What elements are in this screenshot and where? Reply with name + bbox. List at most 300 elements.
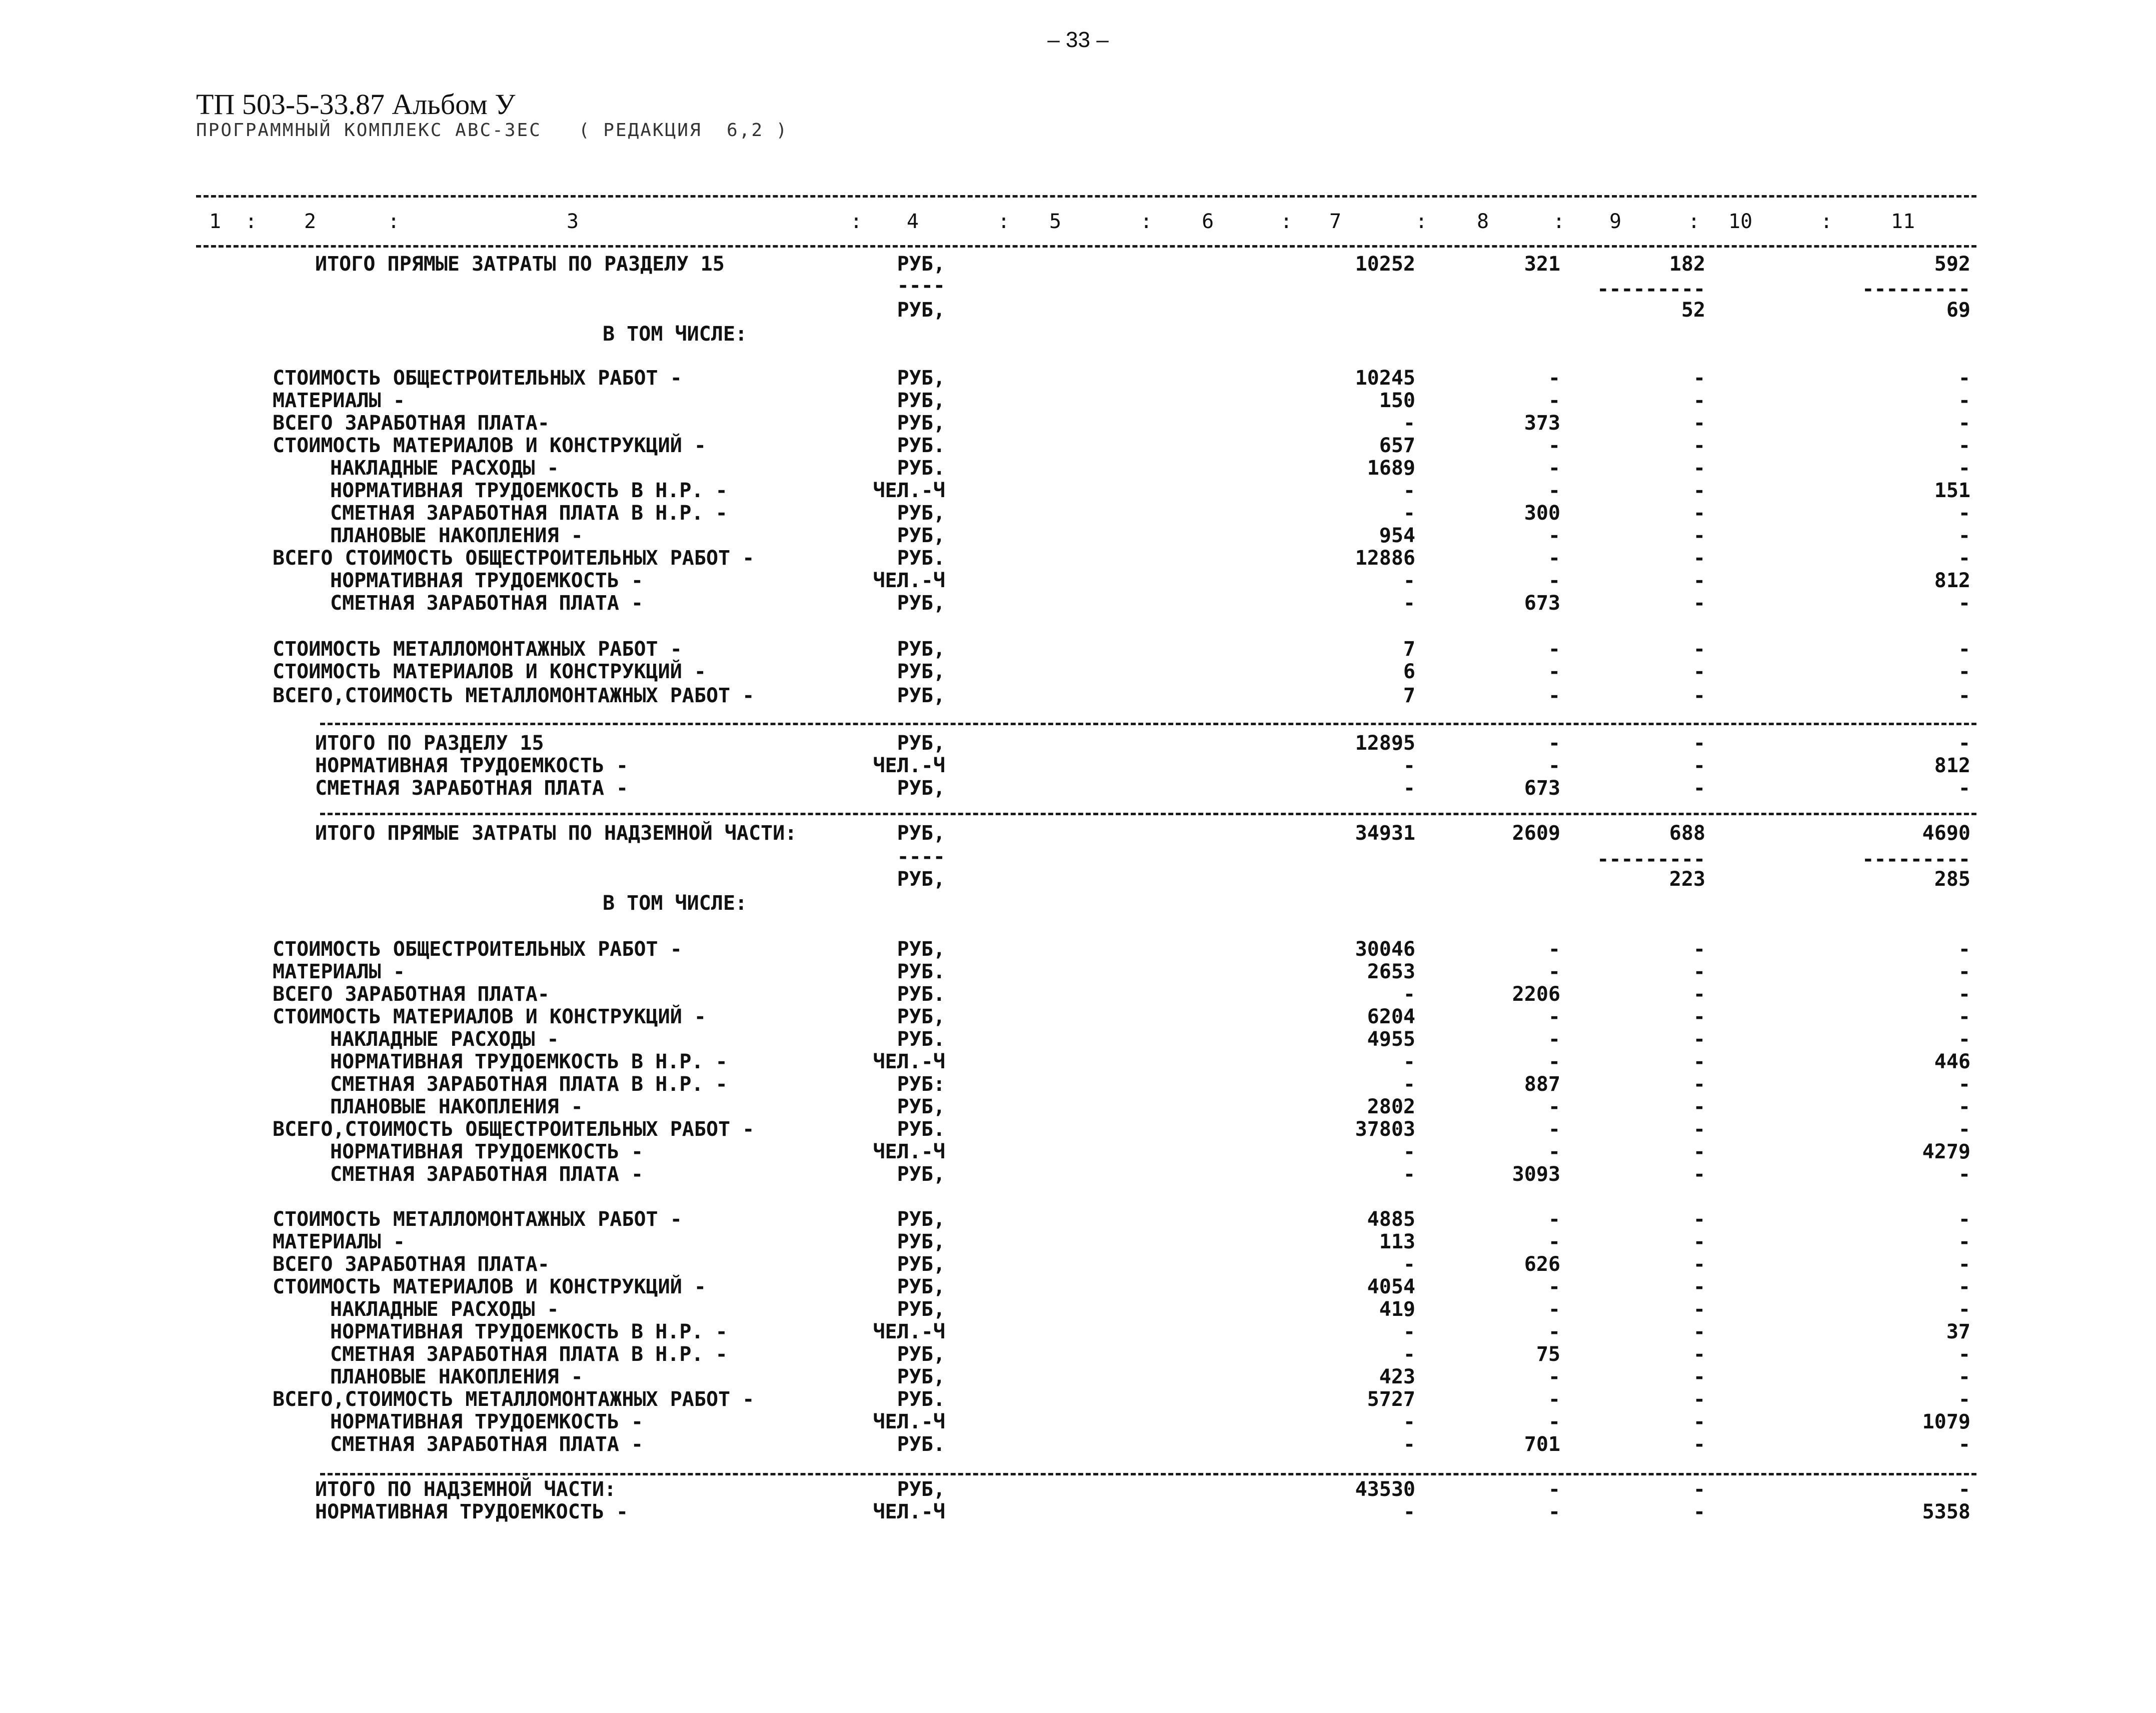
cell-col-8: 75 — [1536, 1343, 1560, 1366]
cell-col-11: - — [1958, 367, 1970, 390]
cell-col-11: - — [1958, 960, 1970, 983]
column-separator: : — [1415, 210, 1428, 233]
row-label: ИТОГО ПО НАДЗЕМНОЙ ЧАСТИ: — [315, 1478, 617, 1501]
section-rule — [320, 1473, 1976, 1475]
cell-col-7: - — [1403, 1163, 1415, 1186]
cell-col-7: - — [1403, 1500, 1415, 1523]
row-unit: РУБ, — [897, 1163, 945, 1186]
cell-col-9: - — [1693, 479, 1705, 502]
cell-col-7: - — [1403, 502, 1415, 525]
cell-col-9: - — [1693, 502, 1705, 525]
cell-col-9: - — [1693, 1095, 1705, 1118]
row-label: ВСЕГО ЗАРАБОТНАЯ ПЛАТА- — [273, 1253, 550, 1276]
row-label: ВСЕГО ЗАРАБОТНАЯ ПЛАТА- — [273, 412, 550, 435]
row-label: НОРМАТИВНАЯ ТРУДОЕМКОСТЬ - — [315, 1500, 629, 1523]
cell-col-9: - — [1693, 1073, 1705, 1096]
cell-col-11: 151 — [1934, 479, 1970, 502]
cell-col-7: - — [1403, 1320, 1415, 1343]
cell-col-11: 1079 — [1922, 1410, 1970, 1433]
row-label: НОРМАТИВНАЯ ТРУДОЕМКОСТЬ - — [330, 569, 644, 592]
row-label: В ТОМ ЧИСЛЕ: — [603, 323, 747, 346]
section-rule — [320, 723, 1976, 725]
row-label: ИТОГО ПО РАЗДЕЛУ 15 — [315, 732, 544, 755]
cell-col-11: - — [1958, 1388, 1970, 1411]
row-unit: ЧЕЛ.-Ч — [873, 1050, 945, 1073]
cell-col-9: - — [1693, 1230, 1705, 1253]
cell-col-11: 592 — [1934, 253, 1970, 276]
column-number-7: 7 — [1329, 210, 1342, 233]
column-number-10: 10 — [1728, 210, 1753, 233]
cell-col-11: 4690 — [1922, 822, 1970, 845]
table-header-rule — [196, 245, 1976, 248]
cell-col-11: - — [1958, 389, 1970, 412]
cell-col-9: - — [1693, 660, 1705, 683]
cell-col-8: - — [1548, 1028, 1560, 1051]
cell-col-7: 6204 — [1367, 1005, 1415, 1028]
cell-col-9: - — [1693, 1140, 1705, 1163]
row-unit: РУБ, — [897, 638, 945, 661]
cell-col-11: - — [1958, 684, 1970, 707]
cell-col-8: - — [1548, 1140, 1560, 1163]
row-label: НОРМАТИВНАЯ ТРУДОЕМКОСТЬ В Н.Р. - — [330, 1050, 728, 1073]
cell-col-9: 52 — [1681, 299, 1705, 322]
cell-col-9: - — [1693, 1163, 1705, 1186]
row-unit: ЧЕЛ.-Ч — [873, 1320, 945, 1343]
row-label: СМЕТНАЯ ЗАРАБОТНАЯ ПЛАТА В Н.Р. - — [330, 1073, 728, 1096]
cell-col-7: 2802 — [1367, 1095, 1415, 1118]
unit-underline: ---- — [897, 274, 945, 297]
row-unit: РУБ. — [897, 1433, 945, 1456]
cell-col-11: - — [1958, 983, 1970, 1006]
cell-col-8: 3093 — [1512, 1163, 1560, 1186]
cell-col-7: 7 — [1403, 638, 1415, 661]
column-number-11: 11 — [1890, 210, 1915, 233]
cell-col-11: - — [1958, 1365, 1970, 1388]
cell-col-9: - — [1693, 638, 1705, 661]
row-label: МАТЕРИАЛЫ - — [273, 960, 405, 983]
row-unit: РУБ. — [897, 547, 945, 570]
cell-col-11: 285 — [1934, 868, 1970, 891]
table-top-rule — [196, 195, 1976, 198]
cell-col-7: - — [1403, 777, 1415, 800]
row-unit: РУБ, — [897, 1275, 945, 1298]
cell-col-7: 2653 — [1367, 960, 1415, 983]
cell-col-8: 2609 — [1512, 822, 1560, 845]
row-label: СМЕТНАЯ ЗАРАБОТНАЯ ПЛАТА - — [330, 1433, 644, 1456]
cell-col-9: - — [1693, 1028, 1705, 1051]
cell-col-11: - — [1958, 1298, 1970, 1321]
cell-col-9: - — [1693, 412, 1705, 435]
column-separator: : — [998, 210, 1010, 233]
row-label: НОРМАТИВНАЯ ТРУДОЕМКОСТЬ В Н.Р. - — [330, 479, 728, 502]
cell-col-8: - — [1548, 434, 1560, 457]
cell-col-7: 1689 — [1367, 457, 1415, 480]
row-unit: ЧЕЛ.-Ч — [873, 1140, 945, 1163]
cell-col-9: - — [1693, 457, 1705, 480]
row-unit: ЧЕЛ.-Ч — [873, 479, 945, 502]
column-number-4: 4 — [906, 210, 919, 233]
cell-col-7: 43530 — [1355, 1478, 1415, 1501]
cell-col-11: 812 — [1934, 754, 1970, 777]
cell-col-8: 887 — [1524, 1073, 1560, 1096]
cell-col-7: 12895 — [1355, 732, 1415, 755]
cell-col-11: - — [1958, 592, 1970, 615]
cell-col-7: 150 — [1379, 389, 1415, 412]
cell-col-8: 373 — [1524, 412, 1560, 435]
cell-col-7: - — [1403, 983, 1415, 1006]
row-unit: РУБ, — [897, 1208, 945, 1231]
row-unit: РУБ, — [897, 732, 945, 755]
cell-col-7: 423 — [1379, 1365, 1415, 1388]
cell-col-7: - — [1403, 592, 1415, 615]
cell-col-7: 34931 — [1355, 822, 1415, 845]
cell-col-11: - — [1958, 1163, 1970, 1186]
row-unit: ЧЕЛ.-Ч — [873, 569, 945, 592]
cell-col-7: 7 — [1403, 684, 1415, 707]
column-number-5: 5 — [1049, 210, 1062, 233]
cell-col-9: - — [1693, 592, 1705, 615]
cell-col-11: - — [1958, 457, 1970, 480]
cell-col-8: 300 — [1524, 502, 1560, 525]
row-label: ПЛАНОВЫЕ НАКОПЛЕНИЯ - — [330, 524, 583, 547]
row-label: НОРМАТИВНАЯ ТРУДОЕМКОСТЬ - — [330, 1410, 644, 1433]
cell-col-9: - — [1693, 1388, 1705, 1411]
row-unit: ЧЕЛ.-Ч — [873, 754, 945, 777]
cell-col-8: 701 — [1524, 1433, 1560, 1456]
row-unit: РУБ, — [897, 1230, 945, 1253]
cell-col-9: - — [1693, 754, 1705, 777]
row-label: СТОИМОСТЬ МАТЕРИАЛОВ И КОНСТРУКЦИЙ - — [273, 434, 706, 457]
cell-col-9: - — [1693, 732, 1705, 755]
column-separator: : — [850, 210, 863, 233]
cell-col-7: 4885 — [1367, 1208, 1415, 1231]
cell-col-11: - — [1958, 434, 1970, 457]
row-label: СМЕТНАЯ ЗАРАБОТНАЯ ПЛАТА В Н.Р. - — [330, 1343, 728, 1366]
cell-col-8: - — [1548, 960, 1560, 983]
cell-col-11: 69 — [1946, 299, 1970, 322]
cell-col-11: - — [1958, 777, 1970, 800]
row-label: ВСЕГО,СТОИМОСТЬ ОБЩЕСТРОИТЕЛЬНЫХ РАБОТ - — [273, 1118, 755, 1141]
row-label: ИТОГО ПРЯМЫЕ ЗАТРАТЫ ПО РАЗДЕЛУ 15 — [315, 253, 725, 276]
cell-col-7: 4955 — [1367, 1028, 1415, 1051]
cell-col-11: - — [1958, 1275, 1970, 1298]
cell-col-8: - — [1548, 638, 1560, 661]
cell-col-11: - — [1958, 524, 1970, 547]
cell-col-9: - — [1693, 1253, 1705, 1276]
row-unit: РУБ, — [897, 592, 945, 615]
row-unit: РУБ, — [897, 868, 945, 891]
cell-col-8: - — [1548, 1365, 1560, 1388]
unit-underline: ---- — [897, 845, 945, 868]
cell-col-8: - — [1548, 1005, 1560, 1028]
column-number-3: 3 — [566, 210, 579, 233]
cell-col-8: - — [1548, 1118, 1560, 1141]
row-unit: РУБ, — [897, 684, 945, 707]
cell-col-7: - — [1403, 1050, 1415, 1073]
cell-col-8: 321 — [1524, 253, 1560, 276]
cell-col-11: - — [1958, 938, 1970, 961]
cell-col-8: - — [1548, 754, 1560, 777]
column-separator: : — [1820, 210, 1833, 233]
cell-col-9: - — [1693, 1275, 1705, 1298]
cell-col-7: 657 — [1379, 434, 1415, 457]
row-unit: РУБ. — [897, 960, 945, 983]
cell-col-8: - — [1548, 1410, 1560, 1433]
cell-col-7: 419 — [1379, 1298, 1415, 1321]
column-separator: : — [1280, 210, 1293, 233]
cell-col-9: - — [1693, 983, 1705, 1006]
cell-col-9: - — [1693, 684, 1705, 707]
page-number: – 33 – — [1047, 28, 1109, 52]
cell-col-8: - — [1548, 684, 1560, 707]
cell-col-11: - — [1958, 1230, 1970, 1253]
cell-col-11: - — [1958, 502, 1970, 525]
cell-col-8: - — [1548, 389, 1560, 412]
cell-col-9: - — [1693, 1320, 1705, 1343]
row-label: НОРМАТИВНАЯ ТРУДОЕМКОСТЬ В Н.Р. - — [330, 1320, 728, 1343]
cell-col-7: 10252 — [1355, 253, 1415, 276]
row-label: НОРМАТИВНАЯ ТРУДОЕМКОСТЬ - — [315, 754, 629, 777]
cell-col-11: - — [1958, 1005, 1970, 1028]
row-label: ВСЕГО СТОИМОСТЬ ОБЩЕСТРОИТЕЛЬНЫХ РАБОТ - — [273, 547, 755, 570]
row-unit: РУБ, — [897, 524, 945, 547]
row-unit: РУБ. — [897, 1028, 945, 1051]
row-unit: РУБ, — [897, 367, 945, 390]
cell-col-9: - — [1693, 938, 1705, 961]
cell-col-11: 37 — [1946, 1320, 1970, 1343]
cell-col-7: - — [1403, 569, 1415, 592]
cell-col-8: - — [1548, 1500, 1560, 1523]
cell-col-9: - — [1693, 434, 1705, 457]
cell-col-9: - — [1693, 1500, 1705, 1523]
cell-col-11: - — [1958, 1073, 1970, 1096]
cell-col-9: - — [1693, 1410, 1705, 1433]
row-unit: РУБ, — [897, 1478, 945, 1501]
cell-col-7: - — [1403, 1433, 1415, 1456]
cell-col-8: - — [1548, 1230, 1560, 1253]
cell-col-7: 113 — [1379, 1230, 1415, 1253]
cell-col-11: 4279 — [1922, 1140, 1970, 1163]
row-label: СТОИМОСТЬ МЕТАЛЛОМОНТАЖНЫХ РАБОТ - — [273, 638, 682, 661]
row-label: СМЕТНАЯ ЗАРАБОТНАЯ ПЛАТА - — [330, 1163, 644, 1186]
cell-col-9: - — [1693, 569, 1705, 592]
cell-col-8: - — [1548, 938, 1560, 961]
row-unit: РУБ, — [897, 1365, 945, 1388]
cell-col-8: - — [1548, 660, 1560, 683]
row-unit: ЧЕЛ.-Ч — [873, 1410, 945, 1433]
column-number-6: 6 — [1201, 210, 1214, 233]
row-label: НОРМАТИВНАЯ ТРУДОЕМКОСТЬ - — [330, 1140, 644, 1163]
cell-col-9: - — [1693, 389, 1705, 412]
cell-col-11: 5358 — [1922, 1500, 1970, 1523]
column-separator: : — [388, 210, 400, 233]
cell-col-8: - — [1548, 1095, 1560, 1118]
cell-col-8: - — [1548, 1320, 1560, 1343]
cell-col-11: - — [1958, 1028, 1970, 1051]
cell-col-8: 626 — [1524, 1253, 1560, 1276]
row-unit: РУБ, — [897, 938, 945, 961]
row-unit: РУБ, — [897, 1253, 945, 1276]
column-number-1: 1 — [209, 210, 222, 233]
row-unit: РУБ, — [897, 1005, 945, 1028]
col11-underline: --------- — [1862, 278, 1970, 301]
row-label: МАТЕРИАЛЫ - — [273, 389, 405, 412]
row-unit: РУБ, — [897, 822, 945, 845]
column-number-2: 2 — [304, 210, 317, 233]
cell-col-8: - — [1548, 1050, 1560, 1073]
cell-col-8: - — [1548, 524, 1560, 547]
cell-col-9: 688 — [1669, 822, 1705, 845]
row-unit: РУБ. — [897, 434, 945, 457]
column-separator: : — [245, 210, 258, 233]
col9-underline: --------- — [1597, 848, 1705, 871]
row-label: СТОИМОСТЬ ОБЩЕСТРОИТЕЛЬНЫХ РАБОТ - — [273, 367, 682, 390]
cell-col-7: - — [1403, 1140, 1415, 1163]
cell-col-7: 5727 — [1367, 1388, 1415, 1411]
row-unit: РУБ. — [897, 983, 945, 1006]
cell-col-9: - — [1693, 1118, 1705, 1141]
section-rule — [320, 813, 1976, 815]
cell-col-8: - — [1548, 1208, 1560, 1231]
cell-col-9: - — [1693, 1343, 1705, 1366]
cell-col-8: - — [1548, 479, 1560, 502]
row-label: ВСЕГО ЗАРАБОТНАЯ ПЛАТА- — [273, 983, 550, 1006]
document-subtitle: ПРОГРАММНЫЙ КОМПЛЕКС АВС-ЗЕС ( РЕДАКЦИЯ 6,2 ) — [196, 120, 789, 141]
cell-col-11: - — [1958, 547, 1970, 570]
cell-col-7: 954 — [1379, 524, 1415, 547]
cell-col-8: 673 — [1524, 777, 1560, 800]
row-label: ИТОГО ПРЯМЫЕ ЗАТРАТЫ ПО НАДЗЕМНОЙ ЧАСТИ: — [315, 822, 797, 845]
cell-col-11: 812 — [1934, 569, 1970, 592]
cell-col-9: - — [1693, 547, 1705, 570]
cell-col-8: 673 — [1524, 592, 1560, 615]
cell-col-7: - — [1403, 412, 1415, 435]
cell-col-7: - — [1403, 1073, 1415, 1096]
cell-col-8: - — [1548, 367, 1560, 390]
cell-col-7: 12886 — [1355, 547, 1415, 570]
cell-col-8: - — [1548, 1478, 1560, 1501]
row-label: ВСЕГО,СТОИМОСТЬ МЕТАЛЛОМОНТАЖНЫХ РАБОТ - — [273, 1388, 755, 1411]
cell-col-9: 182 — [1669, 253, 1705, 276]
row-label: СТОИМОСТЬ МЕТАЛЛОМОНТАЖНЫХ РАБОТ - — [273, 1208, 682, 1231]
col11-underline: --------- — [1862, 848, 1970, 871]
row-unit: РУБ, — [897, 777, 945, 800]
cell-col-11: - — [1958, 412, 1970, 435]
cell-col-7: - — [1403, 1253, 1415, 1276]
cell-col-9: - — [1693, 960, 1705, 983]
row-unit: РУБ, — [897, 389, 945, 412]
cell-col-9: - — [1693, 1208, 1705, 1231]
row-label: СТОИМОСТЬ МАТЕРИАЛОВ И КОНСТРУКЦИЙ - — [273, 1005, 706, 1028]
row-label: ПЛАНОВЫЕ НАКОПЛЕНИЯ - — [330, 1095, 583, 1118]
cell-col-8: - — [1548, 1275, 1560, 1298]
cell-col-9: - — [1693, 367, 1705, 390]
row-label: СТОИМОСТЬ ОБЩЕСТРОИТЕЛЬНЫХ РАБОТ - — [273, 938, 682, 961]
cell-col-8: - — [1548, 457, 1560, 480]
cell-col-11: - — [1958, 638, 1970, 661]
cell-col-7: 30046 — [1355, 938, 1415, 961]
column-separator: : — [1140, 210, 1153, 233]
cell-col-11: - — [1958, 1118, 1970, 1141]
cell-col-11: - — [1958, 732, 1970, 755]
cell-col-7: 6 — [1403, 660, 1415, 683]
cell-col-11: - — [1958, 660, 1970, 683]
row-unit: РУБ, — [897, 299, 945, 322]
column-separator: : — [1553, 210, 1565, 233]
cell-col-9: - — [1693, 1050, 1705, 1073]
row-label: СМЕТНАЯ ЗАРАБОТНАЯ ПЛАТА - — [330, 592, 644, 615]
cell-col-11: 446 — [1934, 1050, 1970, 1073]
row-unit: РУБ, — [897, 412, 945, 435]
row-unit: РУБ, — [897, 1343, 945, 1366]
row-unit: РУБ. — [897, 1118, 945, 1141]
cell-col-11: - — [1958, 1343, 1970, 1366]
cell-col-9: - — [1693, 1365, 1705, 1388]
row-unit: РУБ, — [897, 1095, 945, 1118]
cell-col-9: - — [1693, 1478, 1705, 1501]
column-number-9: 9 — [1609, 210, 1622, 233]
row-label: ВСЕГО,СТОИМОСТЬ МЕТАЛЛОМОНТАЖНЫХ РАБОТ - — [273, 684, 755, 707]
cell-col-7: - — [1403, 1343, 1415, 1366]
cell-col-11: - — [1958, 1208, 1970, 1231]
row-label: СМЕТНАЯ ЗАРАБОТНАЯ ПЛАТА - — [315, 777, 629, 800]
row-unit: РУБ, — [897, 253, 945, 276]
cell-col-11: - — [1958, 1253, 1970, 1276]
column-number-8: 8 — [1476, 210, 1489, 233]
row-unit: РУБ. — [897, 457, 945, 480]
cell-col-9: - — [1693, 1433, 1705, 1456]
cell-col-8: - — [1548, 569, 1560, 592]
row-label: НАКЛАДНЫЕ РАСХОДЫ - — [330, 457, 559, 480]
col9-underline: --------- — [1597, 278, 1705, 301]
cell-col-9: - — [1693, 1298, 1705, 1321]
row-unit: РУБ, — [897, 1298, 945, 1321]
row-label: СТОИМОСТЬ МАТЕРИАЛОВ И КОНСТРУКЦИЙ - — [273, 660, 706, 683]
column-separator: : — [1688, 210, 1700, 233]
cell-col-7: - — [1403, 1410, 1415, 1433]
cell-col-7: 37803 — [1355, 1118, 1415, 1141]
cell-col-11: - — [1958, 1095, 1970, 1118]
cell-col-7: 4054 — [1367, 1275, 1415, 1298]
row-unit: РУБ. — [897, 1388, 945, 1411]
cell-col-11: - — [1958, 1433, 1970, 1456]
row-label: НАКЛАДНЫЕ РАСХОДЫ - — [330, 1298, 559, 1321]
cell-col-7: 10245 — [1355, 367, 1415, 390]
cell-col-8: - — [1548, 732, 1560, 755]
row-label: МАТЕРИАЛЫ - — [273, 1230, 405, 1253]
cell-col-9: - — [1693, 1005, 1705, 1028]
row-label: НАКЛАДНЫЕ РАСХОДЫ - — [330, 1028, 559, 1051]
row-unit: РУБ, — [897, 660, 945, 683]
cell-col-8: - — [1548, 1388, 1560, 1411]
cell-col-8: - — [1548, 547, 1560, 570]
cell-col-8: - — [1548, 1298, 1560, 1321]
row-unit: РУБ, — [897, 502, 945, 525]
cell-col-7: - — [1403, 479, 1415, 502]
cell-col-11: - — [1958, 1478, 1970, 1501]
document-title: ТП 503-5-33.87 Альбом У — [196, 88, 516, 121]
row-label: В ТОМ ЧИСЛЕ: — [603, 892, 747, 915]
cell-col-9: - — [1693, 777, 1705, 800]
row-unit: ЧЕЛ.-Ч — [873, 1500, 945, 1523]
row-label: ПЛАНОВЫЕ НАКОПЛЕНИЯ - — [330, 1365, 583, 1388]
row-unit: РУБ: — [897, 1073, 945, 1096]
cell-col-9: 223 — [1669, 868, 1705, 891]
cell-col-9: - — [1693, 524, 1705, 547]
cell-col-8: 2206 — [1512, 983, 1560, 1006]
row-label: СМЕТНАЯ ЗАРАБОТНАЯ ПЛАТА В Н.Р. - — [330, 502, 728, 525]
row-label: СТОИМОСТЬ МАТЕРИАЛОВ И КОНСТРУКЦИЙ - — [273, 1275, 706, 1298]
